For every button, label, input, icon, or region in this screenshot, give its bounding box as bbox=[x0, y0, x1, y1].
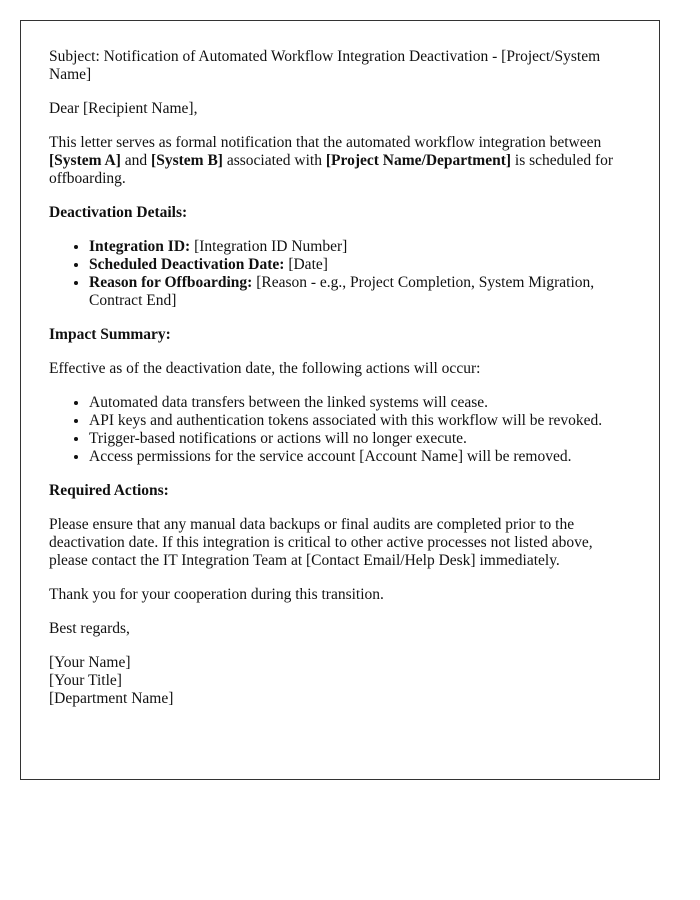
project-name: [Project Name/Department] bbox=[325, 152, 512, 169]
signature-block bbox=[49, 654, 631, 708]
impact-summary-intro: Effective as of the deactivation date, the following actions will occur: bbox=[49, 360, 481, 377]
impact-summary-heading: Impact Summary: bbox=[49, 326, 171, 343]
detail-label: Scheduled Deactivation Date: bbox=[89, 256, 285, 273]
signature-name: [Your Name] bbox=[49, 654, 131, 671]
system-a: [System A] bbox=[49, 152, 121, 169]
letter-document bbox=[20, 20, 660, 780]
intro-text: and bbox=[120, 152, 152, 169]
closing: Best regards, bbox=[49, 620, 130, 637]
required-actions-body: Please ensure that any manual data backups or final audits are completed prior to the deactivation date. If this integration is critical to other active processes not listed above, please contact the IT Integration Team at [Contact Email/Help Desk] immediately. bbox=[49, 516, 593, 569]
signature-department: [Department Name] bbox=[49, 690, 174, 707]
detail-value: [Reason - e.g., Project Completion, System Migration, Contract End] bbox=[89, 274, 595, 309]
deactivation-details-list bbox=[49, 238, 631, 310]
required-actions-heading: Required Actions: bbox=[49, 482, 169, 499]
detail-label: Reason for Offboarding: bbox=[89, 274, 253, 291]
subject-line: Subject: Notification of Automated Workflow Integration Deactivation - [Project/System Name] bbox=[49, 48, 601, 83]
intro-text: This letter serves as formal notification that the automated workflow integration between bbox=[49, 134, 602, 151]
thanks-line: Thank you for your cooperation during this transition. bbox=[49, 586, 384, 603]
salutation: Dear [Recipient Name], bbox=[49, 100, 198, 117]
impact-summary-list bbox=[49, 394, 631, 466]
deactivation-details-heading: Deactivation Details: bbox=[49, 204, 188, 221]
detail-value: [Date] bbox=[284, 256, 328, 273]
system-b: [System B] bbox=[151, 152, 223, 169]
list-item: • Automated data transfers between the linked systems will cease. bbox=[89, 394, 631, 412]
detail-label: Integration ID: bbox=[89, 238, 191, 255]
intro-text: associated with bbox=[222, 152, 326, 169]
signature-title: [Your Title] bbox=[49, 672, 122, 689]
list-item: • Access permissions for the service account [Account Name] will be removed. bbox=[89, 448, 631, 466]
intro-paragraph bbox=[49, 134, 631, 188]
list-item: • Trigger-based notifications or actions will no longer execute. bbox=[89, 430, 631, 448]
intro-text: is scheduled for offboarding. bbox=[49, 152, 614, 187]
list-item bbox=[89, 274, 631, 310]
list-item bbox=[89, 256, 631, 274]
list-item bbox=[89, 238, 631, 256]
detail-value: [Integration ID Number] bbox=[190, 238, 348, 255]
list-item: • API keys and authentication tokens associated with this workflow will be revoked. bbox=[89, 412, 631, 430]
